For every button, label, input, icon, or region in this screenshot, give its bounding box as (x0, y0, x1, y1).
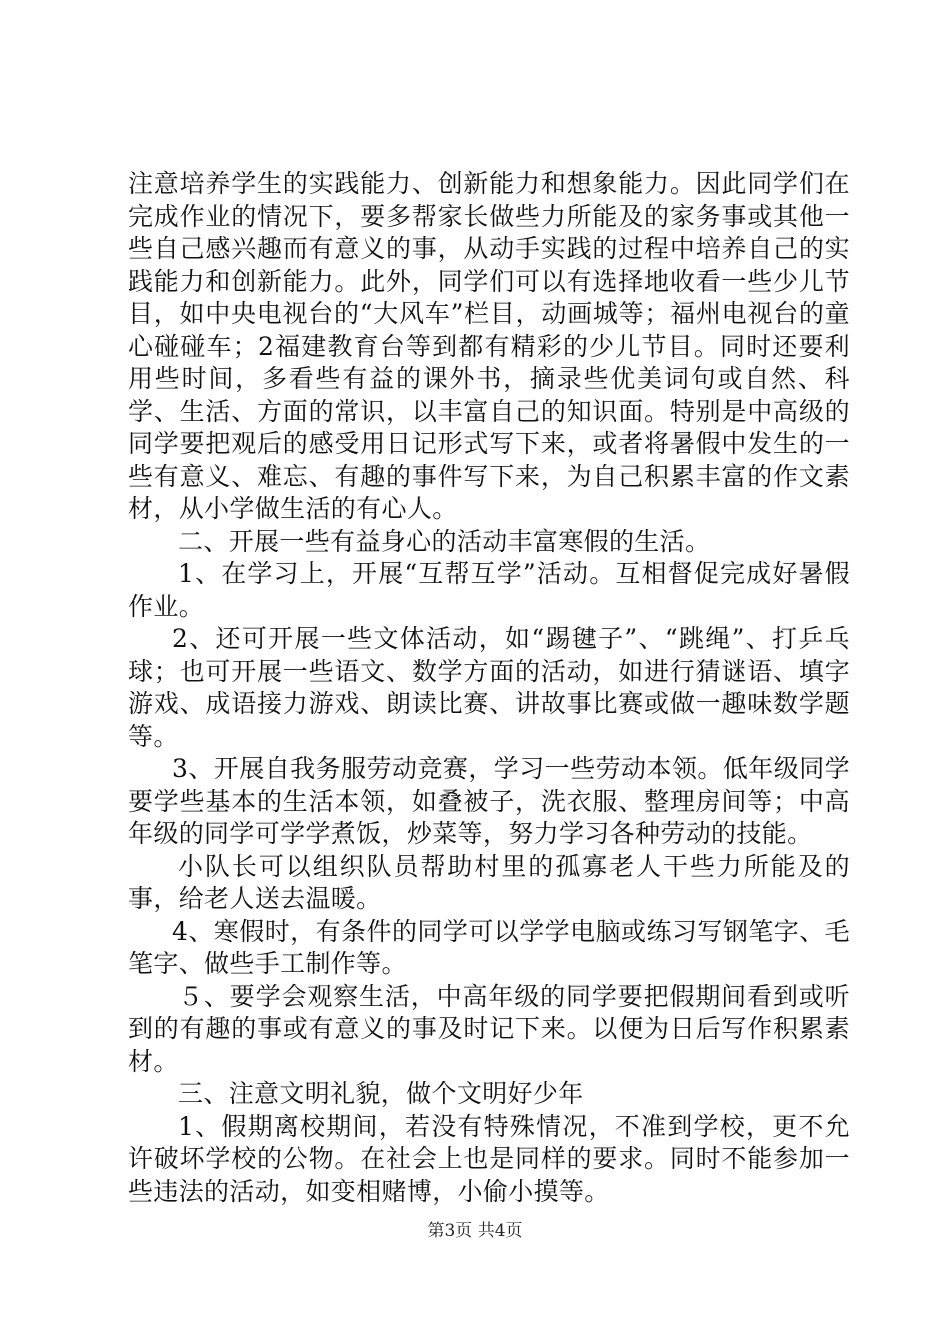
document-body (128, 168, 850, 1208)
item-computer-calligraphy: 4、寒假时，有条件的同学可以学学电脑或练习写钢笔字、毛笔字、做些手工制作等。 (128, 916, 850, 978)
item-mutual-help-study: 1、在学习上，开展“互帮互学”活动。互相督促完成好暑假作业。 (128, 559, 850, 621)
section-heading-civility: 三、注意文明礼貌，做个文明好少年 (178, 1079, 584, 1108)
item-school-rules: 1、假期离校期间，若没有特殊情况，不准到学校，更不允许破坏学校的公物。在社会上也是同样的要求。同时不能参加一些违法的活动，如变相赌博，小偷小摸等。 (128, 1111, 850, 1206)
item-sports-activities: 2、还可开展一些文体活动，如“踢毽子”、“跳绳”、打乒乓球；也可开展一些语文、数学方面的活动，如进行猜谜语、填字游戏、成语接力游戏、朗读比赛、讲故事比赛或做一趣味数学题等。 (128, 624, 850, 751)
item-labor-competition: 3、开展自我务服劳动竞赛，学习一些劳动本领。低年级同学要学些基本的生活本领，如叠被子，洗衣服、整理房间等；中高年级的同学可学学煮饭，炒菜等，努力学习各种劳动的技能。 (128, 754, 850, 848)
paragraph-help-elderly: 小队长可以组织队员帮助村里的孤寡老人干些力所能及的事，给老人送去温暖。 (128, 851, 850, 913)
section-heading-activities: 二、开展一些有益身心的活动丰富寒假的生活。 (178, 526, 711, 556)
paragraph-practice-ability: 注意培养学生的实践能力、创新能力和想象能力。因此同学们在完成作业的情况下，要多帮家长做些力所能及的家务事或其他一些自己感兴趣而有意义的事，从动手实践的过程中培养自己的实践能力和创新能力。此外，同学们可以有选择地收看一些少儿节目，如中央电视台的“大风车”栏目，动画城等；福州电视台的童心碰碰车；2福建教育台等到都有精彩的少儿节目。同时还要利用些时间，多看些有益的课外书，摘录些优美词句或自然、科学、生活、方面的常识，以丰富自己的知识面。特别是中高级的同学要把观后的感受用日记形式写下来，或者将暑假中发生的一些有意义、难忘、有趣的事件写下来，为自己积累丰富的作文素材，从小学做生活的有心人。 (128, 169, 850, 523)
item-observe-life: ５、要学会观察生活，中高年级的同学要把假期间看到或听到的有趣的事或有意义的事及时记下来。以便为日后写作积累素材。 (128, 981, 850, 1076)
page-number-footer: 第3页 共4页 (427, 1221, 523, 1241)
